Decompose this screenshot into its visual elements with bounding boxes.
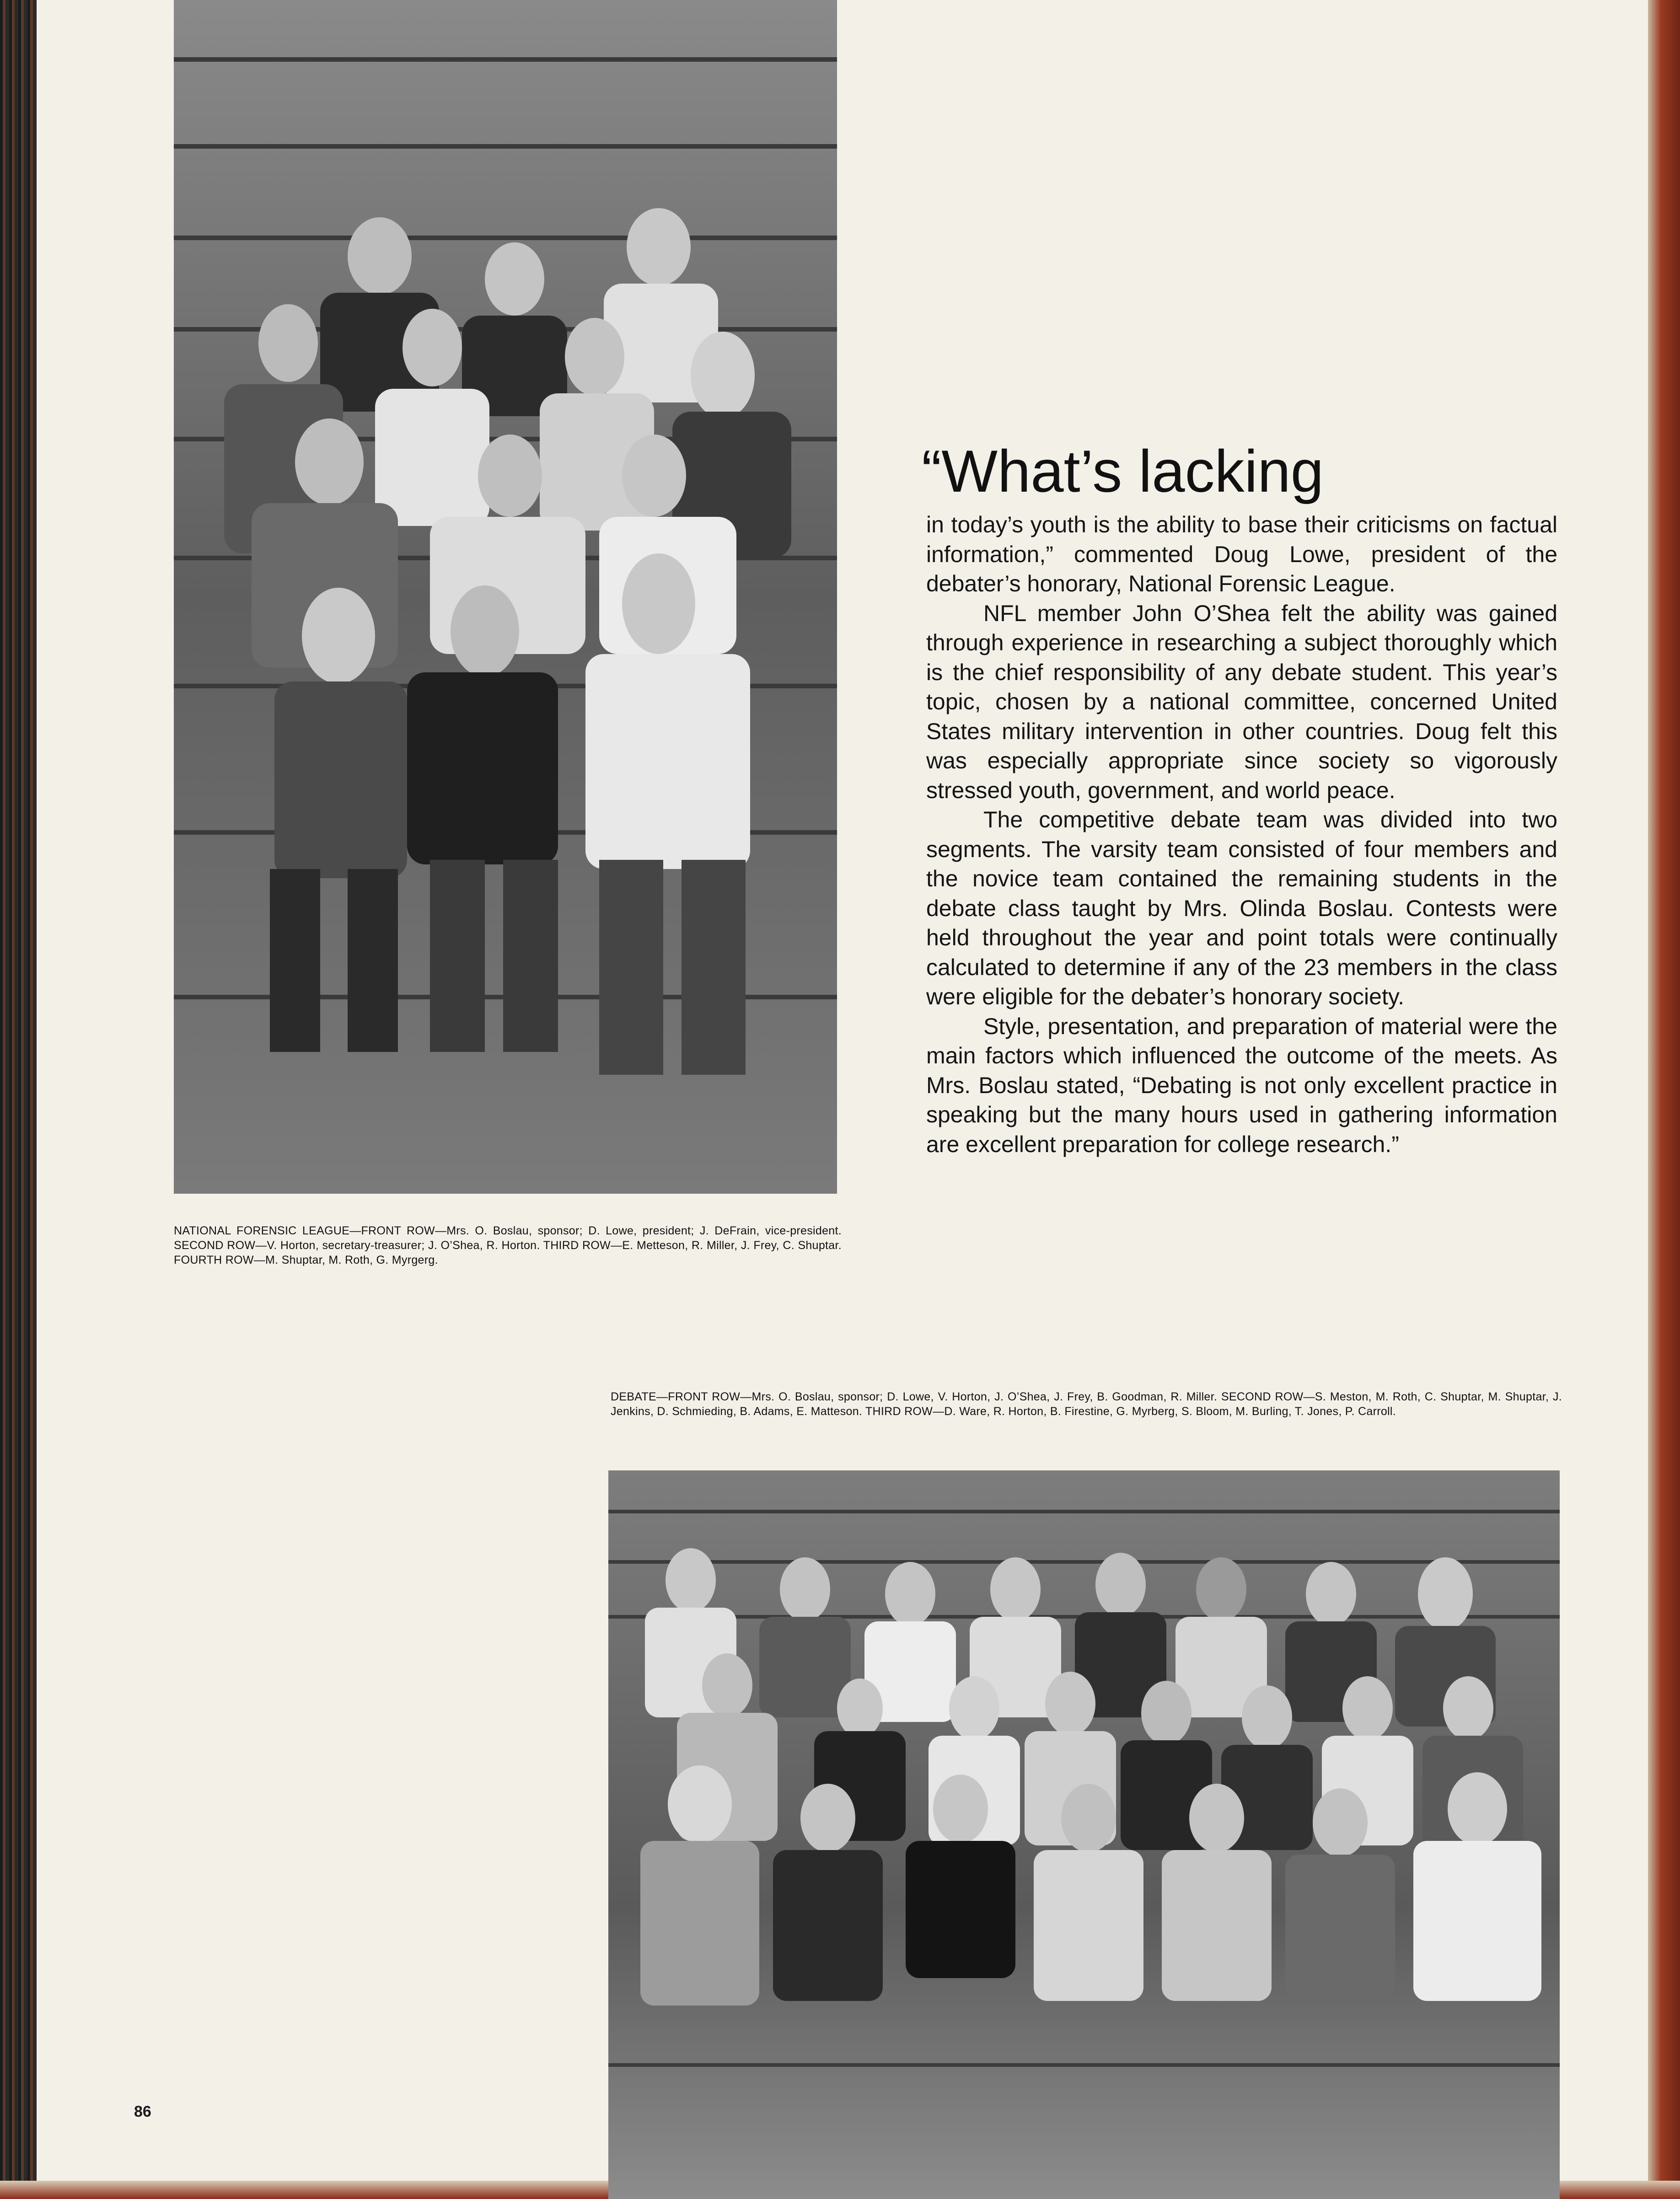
article-paragraph: in today’s youth is the ability to base their criticisms on factual information,” commented Doug Lowe, president of the debater’s honorary, National Forensic League. [926, 512, 1557, 596]
page-edge-right [1648, 0, 1680, 2199]
article-body [926, 510, 1557, 1159]
article-paragraph: NFL member John O’Shea felt the ability was gained through experience in researching a subject thoroughly which is the chief responsibility of any debate student. This year’s topic, chosen by a national committee, concerned United States military intervention in other countries. Doug felt this was especially appropriate since society so vigorously stressed youth, government, and world peace. [926, 600, 1557, 803]
debate-photo-caption: DEBATE—FRONT ROW—Mrs. O. Boslau, sponsor; D. Lowe, V. Horton, J. O’Shea, J. Frey, B. Goodman, R. Miller. SECOND ROW—S. Meston, M. Roth, C. Shuptar, M. Shuptar, J. Jenkins, D. Schmieding, B. Adams, E. Matteson. THIRD ROW—D. Ware, R. Horton, B. Firestine, G. Myrberg, S. Bloom, M. Burling, T. Jones, P. Carroll. [611, 1390, 1562, 1418]
article-headline: “What’s lacking [922, 438, 1324, 504]
group-photo-icon [174, 0, 837, 1194]
debate-group-photo [608, 1470, 1560, 2199]
book-binding [0, 0, 37, 2199]
article-paragraph: Style, presentation, and preparation of material were the main factors which influenced the outcome of the meets. As Mrs. Boslau stated, “Debating is not only excellent practice in speaking but the many hours used in gathering information are excellent preparation for college research.” [926, 1013, 1557, 1157]
nfl-photo-caption: NATIONAL FORENSIC LEAGUE—FRONT ROW—Mrs. O. Boslau, sponsor; D. Lowe, president; J. DeFrain, vice-president. SECOND ROW—V. Horton, secretary-treasurer; J. O’Shea, R. Horton. THIRD ROW—E. Metteson, R. Miller, J. Frey, C. Shuptar. FOURTH ROW—M. Shuptar, M. Roth, G. Myrgerg. [174, 1224, 842, 1266]
nfl-group-photo [174, 0, 837, 1194]
page-number: 86 [134, 2103, 151, 2120]
group-photo-icon [608, 1470, 1560, 2199]
article-paragraph: The competitive debate team was divided into two segments. The varsity team consisted of four members and the novice team contained the remaining students in the debate class taught by Mrs. Olinda Boslau. Contests were held throughout the year and point totals were continually calculated to determine if any of the 23 members in the class were eligible for the debater’s honorary society. [926, 807, 1557, 1009]
